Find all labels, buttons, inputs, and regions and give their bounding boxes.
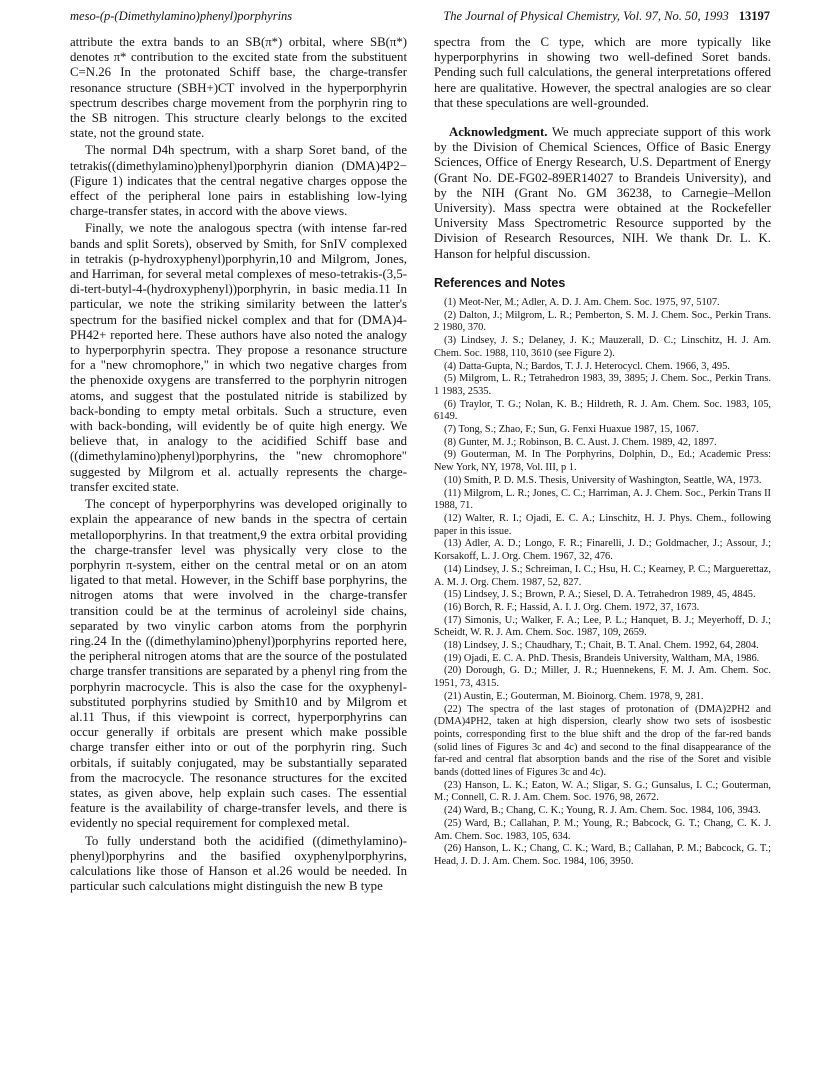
left-column	[70, 35, 407, 894]
reference-item: (19) Ojadi, E. C. A. PhD. Thesis, Brandeis University, Waltham, MA, 1986.	[444, 652, 760, 664]
body-paragraph: The normal D4h spectrum, with a sharp Soret band, of the tetrakis((dimethylamino)phenyl)porphyrin dianion (DMA)4P2− (Figure 1) indicates that the central negative charges oppose the effect of the peripheral lone pairs in establishing low-lying charge-transfer states, in accord with the above views.	[70, 143, 407, 219]
acknowledgment	[434, 125, 771, 262]
journal-name: The Journal of Physical Chemistry, Vol. 97, No. 50, 1993	[443, 9, 729, 23]
journal-citation	[443, 4, 770, 28]
acknowledgment-heading: Acknowledgment.	[449, 125, 548, 140]
reference-item: (6) Traylor, T. G.; Nolan, K. B.; Hildreth, R. J. Am. Chem. Soc. 1983, 105, 6149.	[434, 398, 771, 423]
body-paragraph: Finally, we note the analogous spectra (with intense far-red bands and split Sorets), observed by Smith, for SnIV complexed in tetrakis (p-hydroxyphenyl)porphyrin,10 and Milgrom, Jones, and Harriman, for several metal complexes of meso-tetrakis-(3,5-di-tert-butyl-4-(hydroxyphenyl))porphyrin, in basic media.11 In particular, we note the striking similarity between the latter's spectrum for the basified nickel complex and that for (DMA)4-PH42+ reported here. These authors have also noted the analogy to hyperporphyrin spectra. They propose a resonance structure for a "new chromophore," in which two negative charges from the phenoxide oxygens are transferred to the porphyrin nitrogen atoms, and suggest that the postulated nitride is stabilized by back-bonding to empty metal orbitals. Such a structure, even with back-bonding, will evidently be of quite high energy. We believe that, in analogy to the acidified Schiff base and ((dimethylamino)phenyl)porphyrins, the "new chromophore" suggested by Milgrom et al. actually represents the charge-transfer excited state.	[70, 221, 407, 494]
reference-item: (12) Walter, R. I.; Ojadi, E. C. A.; Linschitz, H. J. Phys. Chem., following paper in this issue.	[434, 513, 771, 537]
reference-item: (5) Milgrom, L. R.; Tetrahedron 1983, 39, 3895; J. Chem. Soc., Perkin Trans. 1 1983, 2535.	[434, 373, 771, 397]
page-number: 13197	[738, 9, 770, 23]
acknowledgment-text: We much appreciate support of this work by the Division of Chemical Sciences, Office of Basic Energy Sciences, Office of Energy Research, U.S. Department of Energy (Grant No. DE-FG02-89ER14027 to Brandeis University), and by the NIH (Grant No. GM 36238, to Carnegie–Mellon University). Mass spectra were obtained at the Rockefeller University Mass Spectrometric Resource supported by the Division of Research Resources, NIH. We thank Dr. L. K. Hanson for helpful discussion.	[434, 125, 771, 261]
reference-item: (2) Dalton, J.; Milgrom, L. R.; Pemberton, S. M. J. Chem. Soc., Perkin Trans. 2 1980, 370.	[434, 309, 771, 334]
reference-item: (23) Hanson, L. K.; Eaton, W. A.; Sligar, S. G.; Gunsalus, I. C.; Gouterman, M.; Connell, C. R. J. Am. Chem. Soc. 1976, 98, 2672.	[434, 779, 771, 804]
reference-item: (13) Adler, A. D.; Longo, F. R.; Finarelli, J. D.; Goldmacher, J.; Assour, J.; Korsakoff, L. J. Org. Chem. 1967, 32, 476.	[434, 538, 771, 563]
reference-item: (11) Milgrom, L. R.; Jones, C. C.; Harriman, A. J. Chem. Soc., Perkin Trans II 1988, 71.	[434, 487, 771, 512]
reference-item: (14) Lindsey, J. S.; Schreiman, I. C.; Hsu, H. C.; Kearney, P. C.; Marguerettaz, A. M. J. Org. Chem. 1987, 52, 827.	[434, 563, 771, 588]
reference-item: (10) Smith, P. D. M.S. Thesis, University of Washington, Seattle, WA, 1973.	[444, 474, 762, 486]
reference-item: (25) Ward, B.; Callahan, P. M.; Young, R.; Babcock, G. T.; Chang, C. K. J. Am. Chem. Soc. 1983, 105, 634.	[434, 817, 771, 842]
body-paragraph: To fully understand both the acidified ((dimethylamino)-phenyl)porphyrins and the basified oxyphenylporphyrins, calculations like those of Hanson et al.26 would be needed. In particular such calculations might distinguish the new B type	[70, 833, 407, 894]
page-header	[70, 4, 770, 28]
reference-item: (22) The spectra of the last stages of protonation of (DMA)2PH2 and (DMA)4PH2, taken at high dispersion, clearly show two sets of isosbestic points, corresponding first to the blue shift and the drop of the far-red bands (solid lines of Figures 3c and 4c) and second to the final disappearance of the far-red and central flat absorption bands and the rise of the Soret and visible bands (dotted lines of Figures 3c and 4c).	[434, 703, 771, 779]
reference-item: (3) Lindsey, J. S.; Delaney, J. K.; Mauzerall, D. C.; Linschitz, H. J. Am. Chem. Soc. 1988, 110, 3610 (see Figure 2).	[434, 335, 771, 359]
right-column	[434, 35, 771, 869]
running-title: meso-(p-(Dimethylamino)phenyl)porphyrins	[70, 9, 293, 23]
reference-item: (9) Gouterman, M. In The Porphyrins, Dolphin, D., Ed.; Academic Press: New York, NY, 1978, Vol. III, p 1.	[434, 449, 771, 474]
reference-list	[434, 297, 771, 869]
references-heading: References and Notes	[434, 275, 566, 290]
reference-item: (18) Lindsey, J. S.; Chaudhary, T.; Chait, B. T. Anal. Chem. 1992, 64, 2804.	[444, 640, 759, 652]
reference-item: (1) Meot-Ner, M.; Adler, A. D. J. Am. Chem. Soc. 1975, 97, 5107.	[444, 297, 720, 309]
body-paragraph: spectra from the C type, which are more typically like hyperporphyrins in showing two well-defined Soret bands. Pending such full calculations, the general interpretations offered here are qualitative. However, the spectral analogies are so clear that these speculations are well-grounded.	[434, 35, 771, 110]
reference-item: (20) Dorough, G. D.; Miller, J. R.; Huennekens, F. M. J. Am. Chem. Soc. 1951, 73, 4315.	[434, 665, 771, 690]
reference-item: (7) Tong, S.; Zhao, F.; Sun, G. Fenxi Huaxue 1987, 15, 1067.	[444, 424, 699, 436]
reference-item: (21) Austin, E.; Gouterman, M. Bioinorg. Chem. 1978, 9, 281.	[444, 690, 704, 702]
reference-item: (17) Simonis, U.; Walker, F. A.; Lee, P. L.; Hanquet, B. J.; Meyerhoff, D. J.; Scheidt, W. R. J. Am. Chem. Soc. 1987, 109, 2659.	[434, 614, 771, 639]
reference-item: (8) Gunter, M. J.; Robinson, B. C. Aust. J. Chem. 1989, 42, 1897.	[444, 436, 717, 448]
body-paragraph: attribute the extra bands to an SB(π*) orbital, where SB(π*) denotes π* contribution to the excited state from the substituent C=N.26 In the protonated Schiff base, the charge-transfer resonance structure (SBH+)CT involved in the hyperporphyrin spectrum describes charge movement from the porphyrin ring to the SB nitrogen. This structure clearly belongs to the excited state, not the ground state.	[70, 35, 407, 141]
body-paragraph: The concept of hyperporphyrins was developed originally to explain the appearance of new bands in the spectra of certain metalloporphyrins. In that treatment,9 the extra orbital providing the charge-transfer level was physically very close to the porphyrin π-system, either on the central metal or on an atom ligated to that metal. However, in the Schiff base porphyrins, the nitrogen atoms that were involved in the charge-transfer transition could be at the terminus of acroleinyl side chains, separated by two vinylic carbon atoms from the porphyrin ring.24 In the ((dimethylamino)phenyl)porphyrins reported here, the peripheral nitrogen atoms that are the source of the postulated charge transfer transitions are separated by a phenyl ring from the porphyrin macrocycle. This is also the case for the oxyphenyl-substituted porphyrins studied by Smith10 and by Milgrom et al.11 Thus, if this viewpoint is correct, hyperporphyrins can occur generally if orbitals are present which make possible charge transfer either into or out of the porphyrin ring. Such orbitals, if suitably conjugated, may be substantially separated from the macrocycle. The resonance structures for the excited states, as given above, help explain such cases. The essential feature is the availability of charge-transfer levels, and there is evidently no special requirement for complexed metal.	[70, 497, 407, 831]
reference-item: (4) Datta-Gupta, N.; Bardos, T. J. J. Heterocycl. Chem. 1966, 3, 495.	[444, 360, 730, 372]
reference-item: (15) Lindsey, J. S.; Brown, P. A.; Siesel, D. A. Tetrahedron 1989, 45, 4845.	[444, 589, 756, 601]
reference-item: (26) Hanson, L. K.; Chang, C. K.; Ward, B.; Callahan, P. M.; Babcock, G. T.; Head, J. D. J. Am. Chem. Soc. 1984, 106, 3950.	[434, 843, 771, 867]
reference-item: (16) Borch, R. F.; Hassid, A. I. J. Org. Chem. 1972, 37, 1673.	[444, 601, 700, 613]
reference-item: (24) Ward, B.; Chang, C. K.; Young, R. J. Am. Chem. Soc. 1984, 106, 3943.	[444, 805, 761, 817]
